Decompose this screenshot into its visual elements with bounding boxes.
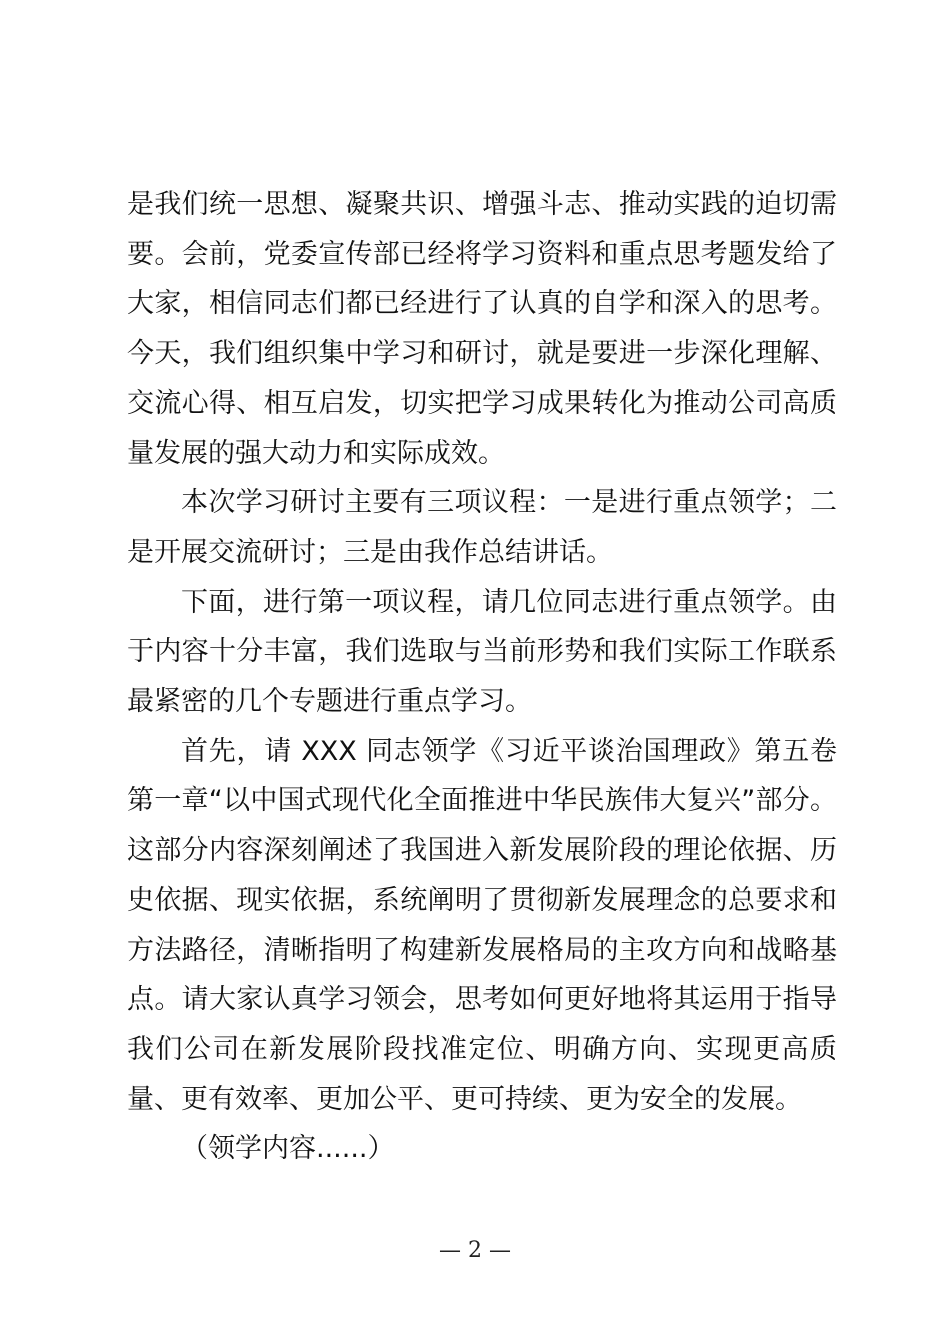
paragraph-continuation: 是我们统一思想、凝聚共识、增强斗志、推动实践的迫切需要。会前，党委宣传部已经将学习资料和重点思考题发给了大家，相信同志们都已经进行了认真的自学和深入的思考。今天，我们组织集中学习和研讨，就是要进一步深化理解、交流心得、相互启发，切实把学习成果转化为推动公司高质量发展的强大动力和实际成效。 bbox=[127, 189, 837, 469]
paragraph-agenda: 本次学习研讨主要有三项议程：一是进行重点领学；二是开展交流研讨；三是由我作总结讲话。 bbox=[127, 487, 837, 568]
paragraph-first-item: 下面，进行第一项议程，请几位同志进行重点领学。由于内容十分丰富，我们选取与当前形势和我们实际工作联系最紧密的几个专题进行重点学习。 bbox=[127, 586, 837, 718]
paragraph-lead-content-placeholder: （领学内容......） bbox=[181, 1133, 395, 1165]
paragraph-study-lead: 首先，请 XXX 同志领学《习近平谈治国理政》第五卷第一章“以中国式现代化全面推进中华民族伟大复兴”部分。这部分内容深刻阐述了我国进入新发展阶段的理论依据、历史依据、现实依据，系统阐明了贯彻新发展理念的总要求和方法路径，清晰指明了构建新发展格局的主攻方向和战略基点。请大家认真学习领会，思考如何更好地将其运用于指导我们公司在新发展阶段找准定位、明确方向、实现更高质量、更有效率、更加公平、更可持续、更为安全的发展。 bbox=[127, 735, 837, 1115]
body-text bbox=[127, 180, 837, 1174]
page-number: — 2 — bbox=[439, 1238, 511, 1263]
